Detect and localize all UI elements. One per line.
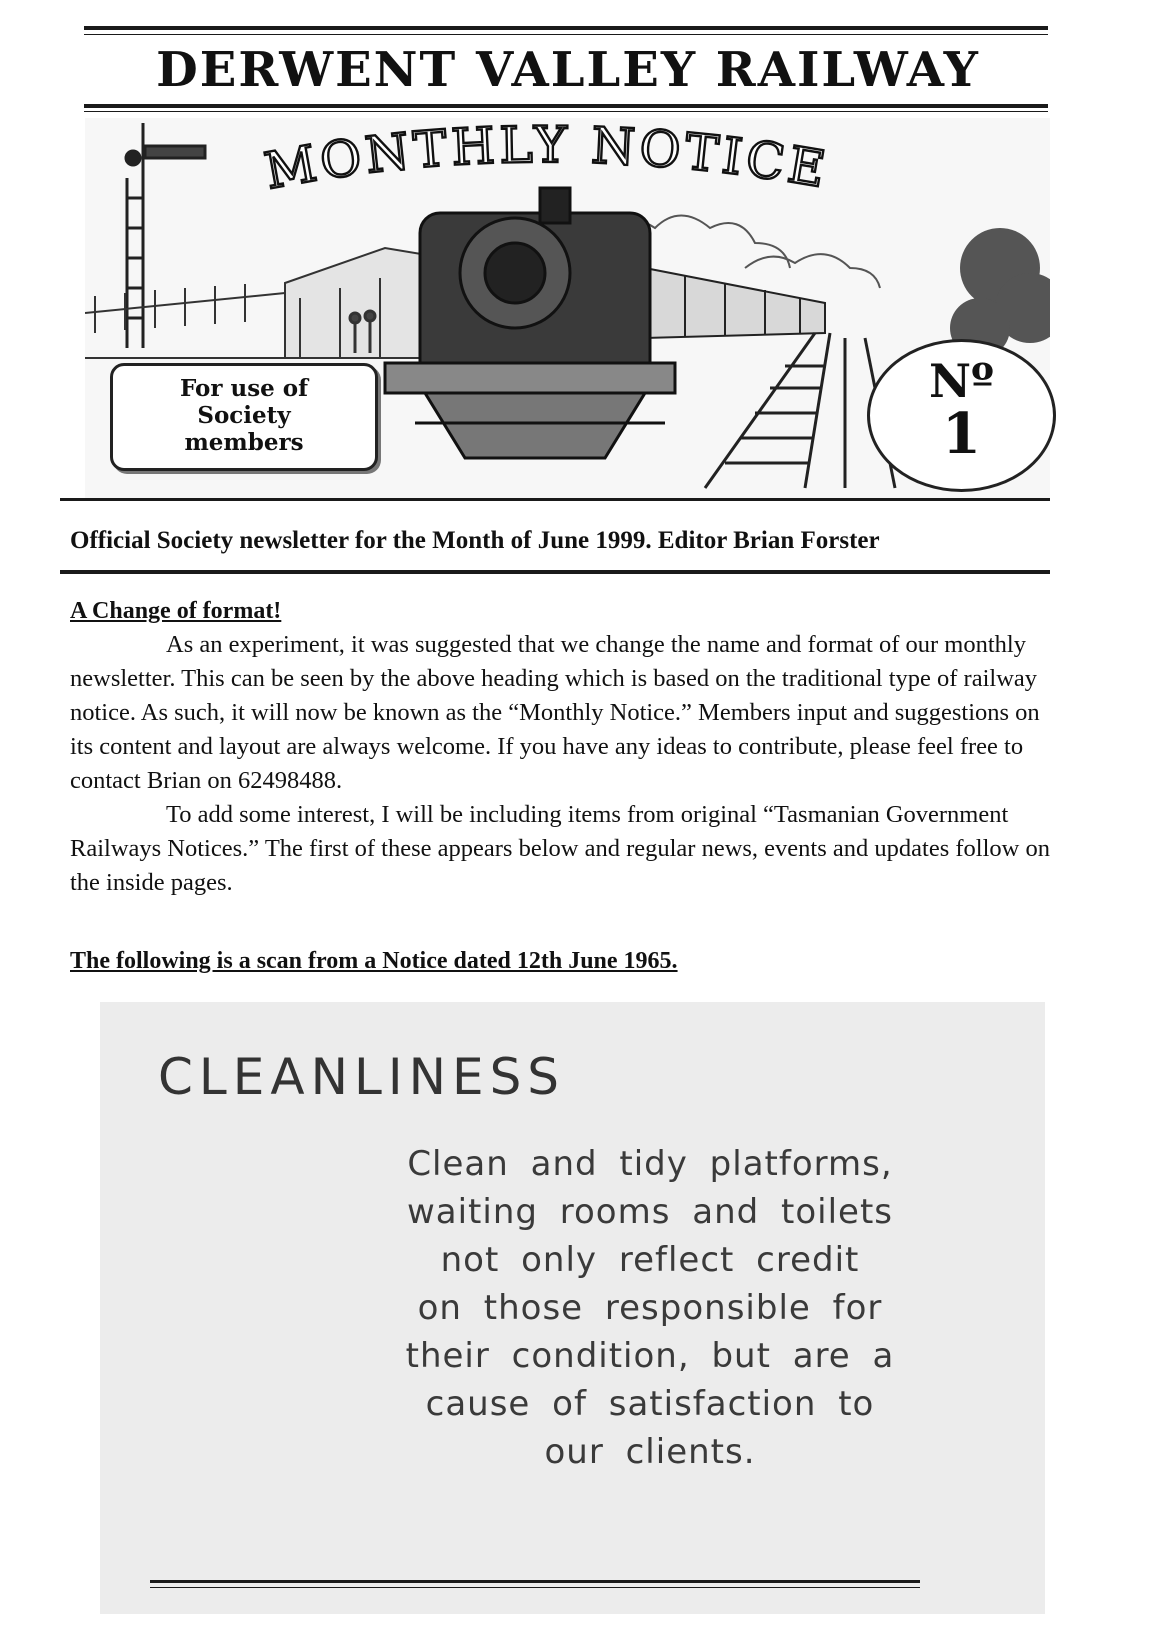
article-paragraph: To add some interest, I will be including items from original “Tasmanian Government Railways Notices.” The first of these appears below and regular news, events and updates follow on the inside pages. xyxy=(70,801,1050,896)
notice-bottom-rule-thin xyxy=(150,1587,920,1588)
notice-line: on those responsible for xyxy=(417,1288,883,1328)
article-body xyxy=(70,628,1060,900)
society-members-label xyxy=(110,363,378,471)
notice-line: their condition, but are a xyxy=(405,1336,895,1376)
notice-title: CLEANLINESS xyxy=(158,1048,566,1106)
scan-note: The following is a scan from a Notice dated 12th June 1965. xyxy=(70,948,678,974)
byline-rule xyxy=(60,570,1050,574)
issue-label: Nº xyxy=(928,354,995,408)
issue-number: 1 xyxy=(942,401,981,467)
notice-line: our clients. xyxy=(544,1432,756,1472)
monthly-notice-banner: MONTHLY NOTICE xyxy=(260,118,834,201)
newsletter-byline: Official Society newsletter for the Month of June 1999. Editor Brian Forster xyxy=(70,527,880,554)
masthead-title-rule-thin xyxy=(84,111,1048,112)
issue-number-badge xyxy=(867,339,1056,492)
masthead-top-rule-thin xyxy=(84,34,1048,35)
notice-line: Clean and tidy platforms, xyxy=(407,1144,893,1184)
notice-body xyxy=(370,1140,930,1476)
notice-bottom-rule xyxy=(150,1580,920,1583)
notice-line: waiting rooms and toilets xyxy=(406,1192,894,1232)
society-box-line-3: members xyxy=(184,429,304,456)
article-paragraph: As an experiment, it was suggested that we change the name and format of our monthly newsletter. This can be seen by the above heading which is based on the traditional type of railway notice. As such, it will now be known as the “Monthly Notice.” Members input and suggestions on its content and layout are always welcome. If you have any ideas to contribute, please feel free to contact Brian on 62498488. xyxy=(70,631,1040,794)
masthead-title-rule xyxy=(84,104,1048,108)
notice-line: cause of satisfaction to xyxy=(425,1384,875,1424)
article-heading: A Change of format! xyxy=(70,598,282,624)
masthead-top-rule xyxy=(84,26,1048,30)
society-box-line-2: Society xyxy=(197,402,291,429)
masthead-title: DERWENT VALLEY RAILWAY xyxy=(156,42,980,98)
society-box-line-1: For use of xyxy=(179,375,309,402)
notice-line: not only reflect credit xyxy=(440,1240,860,1280)
illustration-bottom-rule xyxy=(60,498,1050,501)
